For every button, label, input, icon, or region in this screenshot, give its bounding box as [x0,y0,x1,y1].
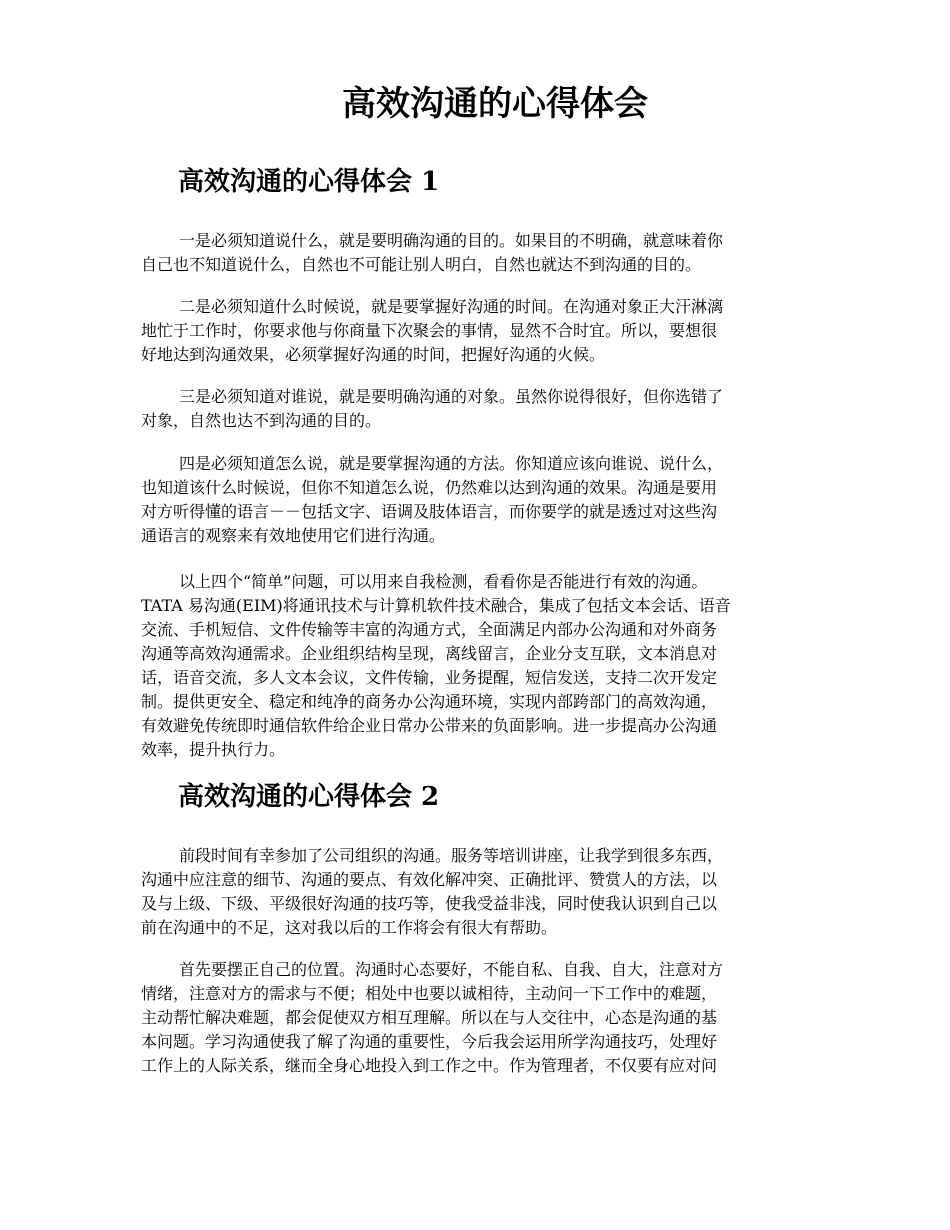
paragraph [141,570,813,762]
document-title: 高效沟通的心得体会 [342,84,648,124]
paragraph [141,385,813,433]
paragraph-line: 交流、手机短信、文件传输等丰富的沟通方式，全面满足内部办公沟通和对外商务 [141,620,718,639]
paragraph-line: 也知道该什么时候说，但你不知道怎么说，仍然难以达到沟通的效果。沟通是要用 [141,478,718,497]
section-heading: 高效沟通的心得体会 1 [178,167,440,197]
paragraph [141,452,813,548]
paragraph-line: 一是必须知道说什么，就是要明确沟通的目的。如果目的不明确，就意味着你 [179,231,724,250]
paragraph-line: 主动帮忙解决难题，都会促使双方相互理解。所以在与人交往中，心态是沟通的基 [141,1008,718,1027]
paragraph [141,958,813,1078]
paragraph-line: 首先要摆正自己的位置。沟通时心态要好，不能自私、自我、自大，注意对方 [179,960,724,979]
paragraph-line: 沟通等高效沟通需求。企业组织结构呈现，离线留言，企业分支互联，文本消息对 [141,644,718,663]
paragraph-line: 二是必须知道什么时候说，就是要掌握好沟通的时间。在沟通对象正大汗淋漓 [179,297,724,316]
paragraph-line: 制。提供更安全、稳定和纯净的商务办公沟通环境，实现内部跨部门的高效沟通， [141,692,718,711]
paragraph-line: 前在沟通中的不足，这对我以后的工作将会有很大有帮助。 [141,918,558,937]
paragraph-line: 以上四个“简单”问题，可以用来自我检测，看看你是否能进行有效的沟通。 [179,572,708,591]
paragraph [141,844,813,940]
paragraph-line: 工作上的人际关系，继而全身心地投入到工作之中。作为管理者，不仅要有应对问 [141,1056,718,1075]
paragraph-line: 自己也不知道说什么，自然也不可能让别人明白，自然也就达不到沟通的目的。 [141,255,702,274]
paragraph-line: 及与上级、下级、平级很好沟通的技巧等，使我受益非浅，同时使我认识到自己以 [141,894,718,913]
section-heading: 高效沟通的心得体会 2 [178,782,440,812]
paragraph-line: 四是必须知道怎么说，就是要掌握沟通的方法。你知道应该向谁说、说什么， [179,454,724,473]
paragraph-line: 情绪，注意对方的需求与不便；相处中也要以诚相待，主动问一下工作中的难题， [141,984,718,1003]
paragraph [141,295,813,367]
paragraph-line: 话，语音交流，多人文本会议，文件传输，业务提醒，短信发送，支持二次开发定 [141,668,718,687]
paragraph-line: 三是必须知道对谁说，就是要明确沟通的对象。虽然你说得很好，但你选错了 [179,387,724,406]
paragraph-line: 本问题。学习沟通使我了解了沟通的重要性，今后我会运用所学沟通技巧，处理好 [141,1032,718,1051]
paragraph-line: 地忙于工作时，你要求他与你商量下次聚会的事情，显然不合时宜。所以，要想很 [141,321,718,340]
paragraph-line: 通语言的观察来有效地使用它们进行沟通。 [141,526,446,545]
paragraph [141,229,813,277]
paragraph-line: TATA 易沟通(EIM)将通讯技术与计算机软件技术融合，集成了包括文本会话、语音 [141,596,731,615]
paragraph-line: 好地达到沟通效果，必须掌握好沟通的时间，把握好沟通的火候。 [141,345,606,364]
paragraph-line: 效率，提升执行力。 [141,740,286,759]
paragraph-line: 沟通中应注意的细节、沟通的要点、有效化解冲突、正确批评、赞赏人的方法，以 [141,870,718,889]
paragraph-line: 对象，自然也达不到沟通的目的。 [141,411,382,430]
paragraph-line: 对方听得懂的语言－－包括文字、语调及肢体语言，而你要学的就是透过对这些沟 [141,502,718,521]
paragraph-line: 有效避免传统即时通信软件给企业日常办公带来的负面影响。进一步提高办公沟通 [141,716,718,735]
paragraph-line: 前段时间有幸参加了公司组织的沟通。服务等培训讲座，让我学到很多东西， [179,846,724,865]
